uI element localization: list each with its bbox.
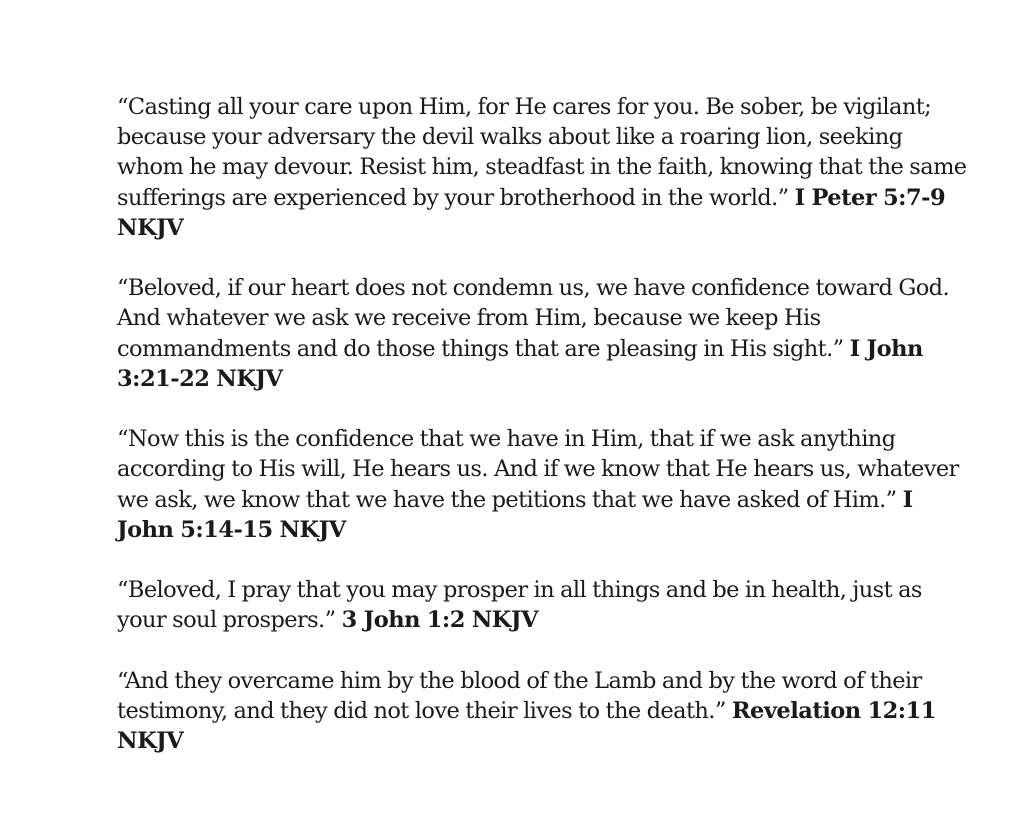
verse-line-with-ref — [117, 485, 997, 515]
verse-reference: Revelation 12:11 — [731, 698, 936, 724]
verse-reference-continued: 3:21-22 NKJV — [117, 365, 283, 392]
verse-line-with-ref — [117, 605, 997, 635]
verse-reference-continued: NKJV — [117, 214, 184, 241]
verse-line: “And they overcame him by the blood of the Lamb and by the word of their — [117, 667, 922, 694]
verse-line: we ask, we know that we have the petitions that we have asked of Him.” — [117, 486, 903, 513]
verse-3-john-1-2 — [117, 575, 997, 635]
verse-line: whom he may devour. Resist him, steadfast in the faith, knowing that the same — [117, 154, 967, 181]
verse-reference: I — [902, 486, 913, 513]
verse-line-with-ref — [117, 334, 997, 364]
verse-line: sufferings are experienced by your brotherhood in the world.” — [117, 184, 795, 211]
verse-reference: I Peter 5:7-9 — [794, 184, 946, 211]
verse-line: according to His will, He hears us. And if we know that He hears us, whatever — [117, 456, 959, 483]
verse-reference: I John — [849, 335, 923, 362]
verse-line-with-ref — [117, 696, 997, 726]
verse-line-with-ref — [117, 183, 997, 213]
verse-line: your soul prospers.” — [117, 607, 342, 634]
verse-reference: 3 John 1:2 NKJV — [341, 607, 538, 634]
verse-line: testimony, and they did not love their lives to the death.” — [117, 698, 732, 724]
verse-reference-continued: NKJV — [117, 728, 184, 755]
verse-1-peter-5-7-9 — [117, 92, 997, 243]
verse-line: “Casting all your care upon Him, for He cares for you. Be sober, be vigilant; — [117, 94, 932, 120]
verse-line: “Beloved, if our heart does not condemn us, we have confidence toward God. — [117, 275, 949, 302]
verse-line: “Beloved, I pray that you may prosper in all things and be in health, just as — [117, 577, 922, 604]
verse-1-john-5-14-15 — [117, 424, 997, 545]
verse-line: commandments and do those things that are pleasing in His sight.” — [117, 335, 850, 362]
verse-line: “Now this is the confidence that we have in Him, that if we ask anything — [117, 426, 896, 453]
verse-line: because your adversary the devil walks about like a roaring lion, seeking — [117, 124, 903, 151]
verse-line: And whatever we ask we receive from Him, because we keep His — [117, 305, 821, 332]
verse-revelation-12-11 — [117, 666, 997, 757]
document-page — [117, 92, 997, 787]
verse-1-john-3-21-22 — [117, 273, 997, 394]
verse-reference-continued: John 5:14-15 NKJV — [117, 516, 346, 543]
